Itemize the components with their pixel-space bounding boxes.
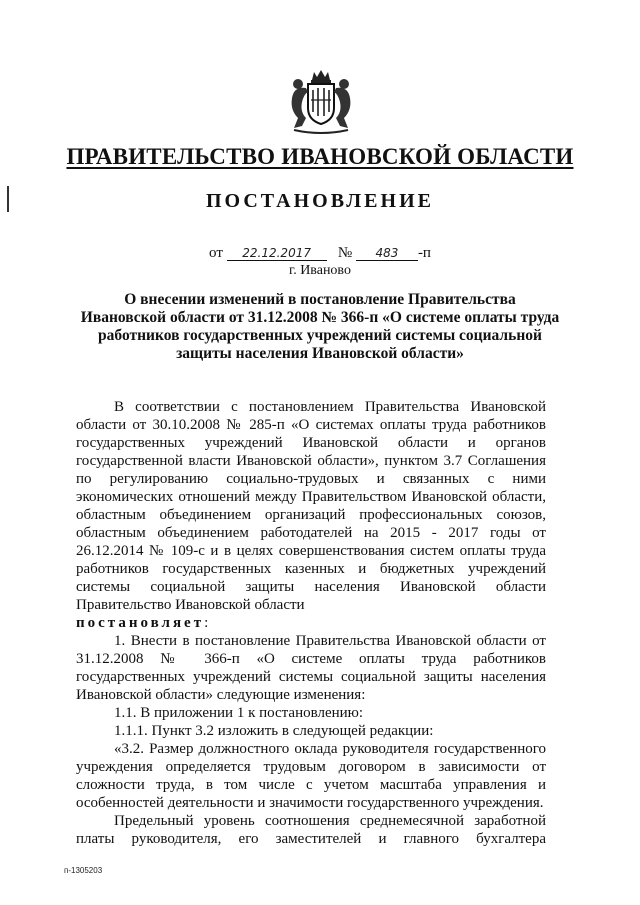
government-title: ПРАВИТЕЛЬСТВО ИВАНОВСКОЙ ОБЛАСТИ xyxy=(66,144,574,169)
subject-line: О внесении изменений в постановление Правительства xyxy=(124,291,516,308)
item-1-1-1: 1.1.1. Пункт 3.2 изложить в следующей редакции: xyxy=(114,723,434,739)
number-sign: № xyxy=(337,245,353,261)
decides-word: постановляет xyxy=(76,615,205,631)
footer-code: п-1305203 xyxy=(64,866,103,875)
number-suffix: -п xyxy=(417,245,431,261)
item-1-1: 1.1. В приложении 1 к постановлению: xyxy=(114,705,364,721)
date-prefix: от xyxy=(209,245,223,261)
decides-colon: : xyxy=(204,615,209,631)
document-type: ПОСТАНОВЛЕНИЕ xyxy=(206,190,434,212)
handwritten-date: 22.12.2017 xyxy=(227,246,327,261)
handwritten-number: 483 xyxy=(356,246,418,261)
document-body xyxy=(76,398,546,848)
coat-of-arms-icon xyxy=(284,68,358,136)
preamble-text: В соответствии с постановлением Правительства Ивановской области от 30.10.2008 № 285-п «О системах оплаты труда работников государственных учреждений Ивановской области и органов государственной власти Ивановской области», пунктом 3.7 Соглашения по регулированию социально-трудовых и связанных с ними экономических отношений между Правительством Ивановской области, областным объединением организаций профессиональных союзов, областным объединением работодателей на 2015 - 2017 годы от 26.12.2014 № 109-с и в целях совершенствования систем оплаты труда работников государственных казенных и бюджетных учреждений системы социальной защиты населения Ивановской области Правительство Ивановской области xyxy=(76,399,546,613)
last-paragraph: Предельный уровень соотношения среднемесячной заработной платы руководителя, его заместителей и главного бухгалтера xyxy=(76,813,546,847)
city: г. Иваново xyxy=(289,263,351,278)
date-number-line xyxy=(0,245,640,262)
subject-line: Ивановской области от 31.12.2008 № 366-п «О системе оплаты труда xyxy=(80,309,560,326)
subject-line: защиты населения Ивановской области» xyxy=(176,345,464,362)
preamble-paragraph xyxy=(76,398,546,632)
document-subject xyxy=(60,291,580,363)
subject-line: работников государственных учреждений системы социальной xyxy=(98,327,542,344)
item-1: 1. Внести в постановление Правительства Ивановской области от 31.12.2008 № 366-п «О системе оплаты труда работников государственных учреждений системы социальной защиты населения Ивановской области» следующие изменения: xyxy=(76,633,546,703)
item-3-2: «3.2. Размер должностного оклада руководителя государственного учреждения определяется трудовым договором в зависимости от сложности труда, в том числе с учетом масштаба управления и особенностей деятельности и значимости государственного учреждения. xyxy=(76,741,546,811)
